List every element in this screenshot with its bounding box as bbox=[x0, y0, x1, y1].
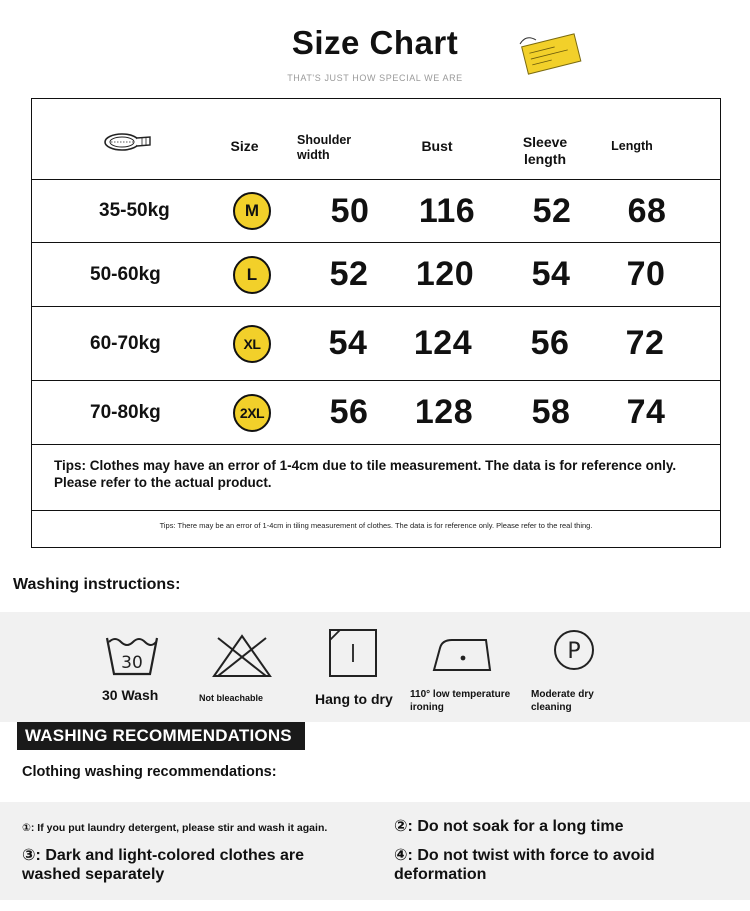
table-header-row bbox=[32, 99, 720, 180]
size-badge: M bbox=[233, 192, 271, 230]
page-subtitle: THAT'S JUST HOW SPECIAL WE ARE bbox=[287, 73, 463, 83]
weight-cell: 35-50kg bbox=[99, 200, 170, 221]
wash-temperature: 30 bbox=[121, 653, 143, 673]
page-title: Size Chart bbox=[291, 24, 459, 61]
col-header-shoulder: Shoulder width bbox=[297, 133, 352, 162]
length-cell: 72 bbox=[625, 324, 665, 362]
col-header-length: Length bbox=[611, 138, 653, 153]
shoulder-cell: 52 bbox=[329, 255, 369, 293]
washing-icons-band bbox=[0, 612, 750, 722]
wash-label: 30 Wash bbox=[102, 687, 159, 703]
weight-cell: 50-60kg bbox=[90, 263, 161, 285]
size-cell bbox=[212, 381, 292, 444]
sleeve-cell: 58 bbox=[531, 393, 571, 431]
tips-text: Tips: Clothes may have an error of 1-4cm due to tile measurement. The data is for reference only. Please refer to the actual product. bbox=[54, 458, 677, 490]
table-row bbox=[32, 243, 720, 307]
bust-cell: 116 bbox=[418, 191, 476, 230]
hang-dry-icon bbox=[328, 628, 378, 678]
length-cell: 74 bbox=[626, 393, 666, 431]
shoulder-cell: 50 bbox=[330, 191, 370, 230]
recommendation-item: ②: Do not soak for a long time bbox=[394, 818, 624, 835]
weight-cell: 60-70kg bbox=[90, 332, 161, 354]
size-badge: L bbox=[233, 256, 271, 294]
table-row bbox=[32, 180, 720, 243]
length-cell: 70 bbox=[626, 255, 666, 293]
wash-label: Moderate dry cleaning bbox=[531, 689, 594, 713]
wash-label: 110° low temperature ironing bbox=[410, 689, 511, 713]
sleeve-cell: 56 bbox=[530, 324, 570, 362]
tips-row bbox=[32, 445, 720, 511]
bust-cell: 120 bbox=[415, 255, 475, 293]
table-row bbox=[32, 381, 720, 445]
size-cell bbox=[212, 243, 292, 306]
col-header-size: Size bbox=[230, 137, 259, 154]
low-iron-icon bbox=[430, 632, 494, 674]
wash-label: Not bleachable bbox=[199, 693, 264, 703]
size-chart-table bbox=[31, 98, 721, 548]
not-bleachable-icon bbox=[210, 632, 274, 680]
col-header-bust: Bust bbox=[421, 137, 453, 154]
size-badge: XL bbox=[233, 325, 271, 363]
recommendation-item: ③: Dark and light-colored clothes are washed separately bbox=[22, 847, 305, 883]
dry-clean-icon bbox=[552, 628, 596, 672]
col-header-sleeve: Sleeve length bbox=[522, 134, 568, 167]
length-cell: 68 bbox=[627, 191, 667, 230]
recommendations-subtitle: Clothing washing recommendations: bbox=[22, 764, 277, 780]
bust-cell: 124 bbox=[413, 324, 473, 362]
wash-label: Hang to dry bbox=[315, 691, 393, 707]
size-cell bbox=[212, 180, 292, 242]
washing-title: Washing instructions: bbox=[13, 576, 181, 593]
tips-small-text: Tips: There may be an error of 1-4cm in tiling measurement of clothes. The data is for reference only. Please refer to the real thing. bbox=[159, 521, 593, 530]
shoulder-cell: 56 bbox=[329, 393, 369, 431]
bust-cell: 128 bbox=[414, 393, 474, 431]
size-badge: 2XL bbox=[233, 394, 271, 432]
label-tag-icon bbox=[516, 30, 586, 76]
tape-measure-icon bbox=[102, 129, 154, 155]
sleeve-cell: 54 bbox=[531, 255, 571, 293]
recommendation-item: ④: Do not twist with force to avoid deformation bbox=[394, 847, 655, 883]
svg-text:P: P bbox=[567, 639, 581, 664]
recommendation-item: ①: If you put laundry detergent, please stir and wash it again. bbox=[22, 822, 328, 834]
wash-30-icon bbox=[103, 628, 161, 680]
recommendations-band bbox=[0, 802, 750, 900]
shoulder-cell: 54 bbox=[328, 324, 368, 362]
size-cell bbox=[212, 307, 292, 380]
sleeve-cell: 52 bbox=[532, 191, 572, 230]
table-row bbox=[32, 307, 720, 381]
weight-cell: 70-80kg bbox=[90, 401, 161, 423]
tips-small-row bbox=[32, 511, 720, 547]
washing-recommendations-banner: WASHING RECOMMENDATIONS bbox=[17, 722, 305, 750]
